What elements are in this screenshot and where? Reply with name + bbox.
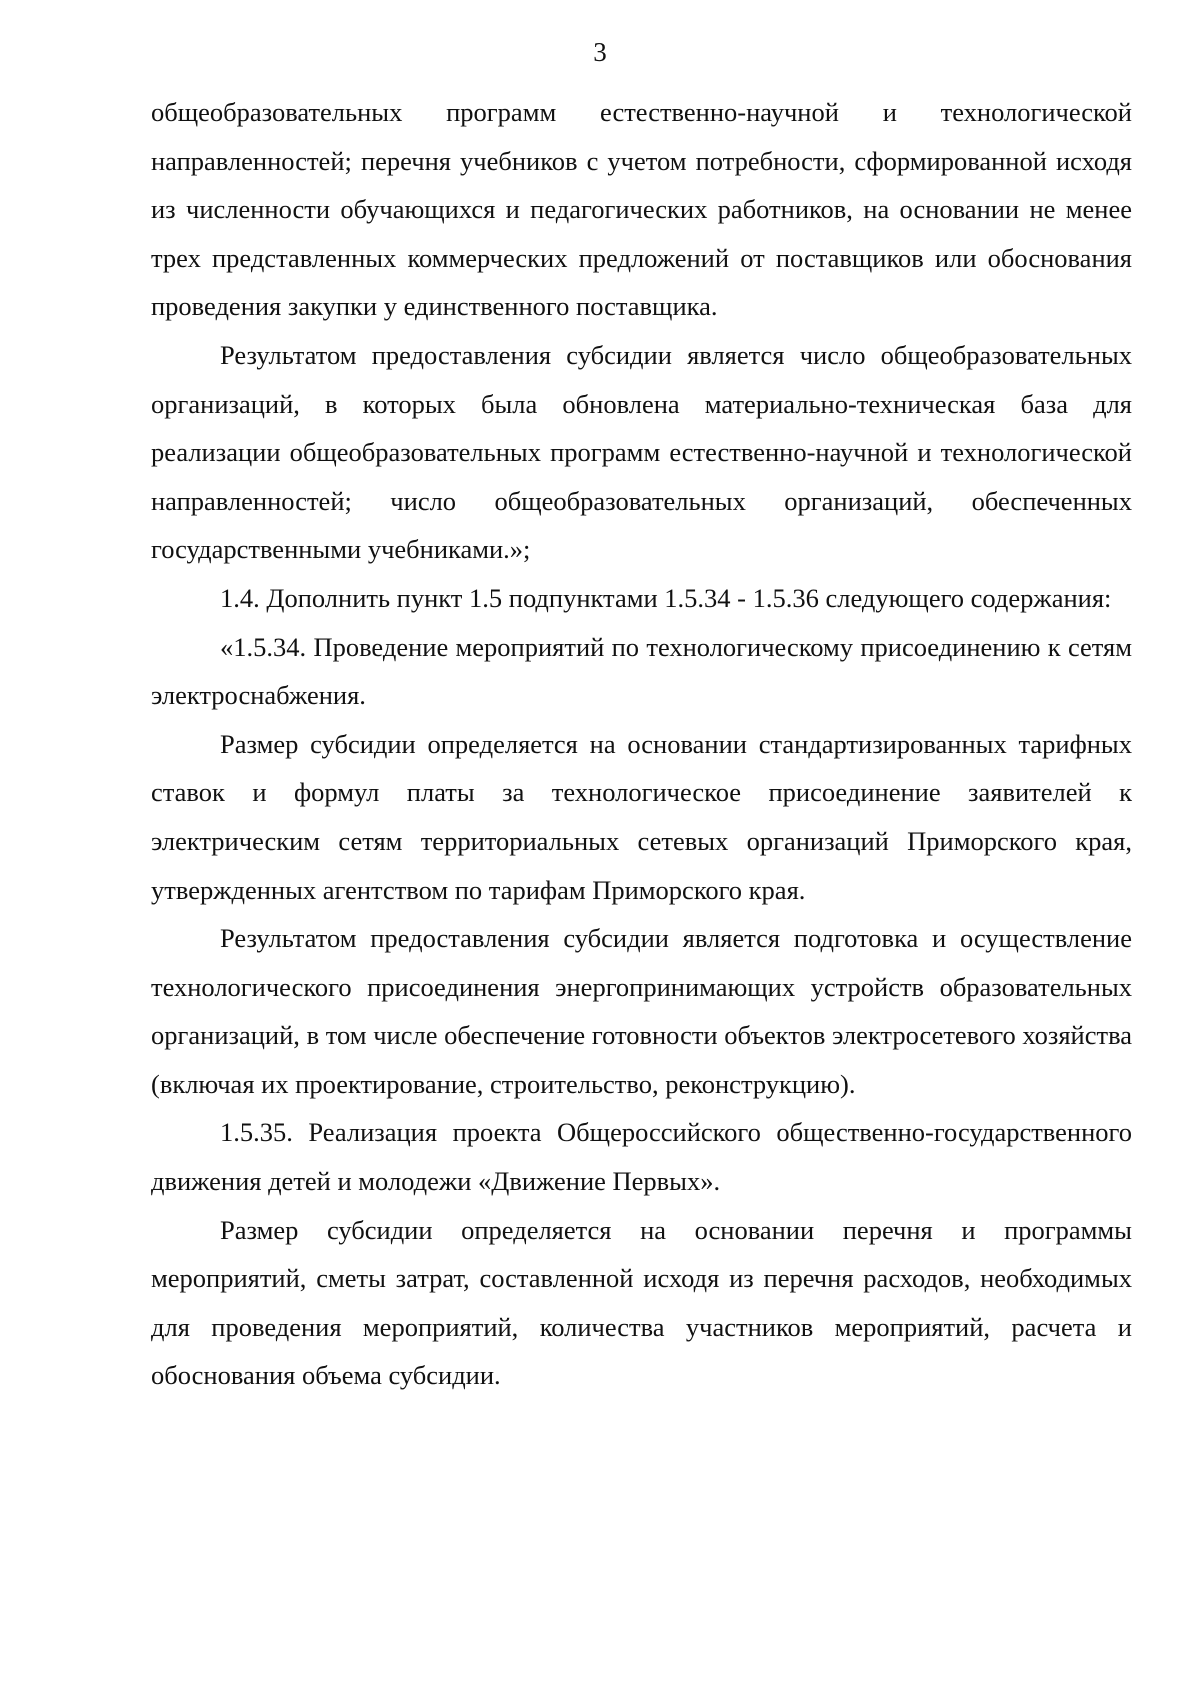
paragraph-subsidy-result: Результатом предоставления субсидии является число общеобразовательных организаций, в которых была обновлена материально-техническая база для реализации общеобразовательных программ естественно-научной и технологической направленностей; число общеобразовательных организаций, обеспеченных государственными учебниками.»;	[151, 339, 1132, 565]
paragraph-subsidy-size-events: Размер субсидии определяется на основании перечня и программы мероприятий, сметы затрат, составленной исходя из перечня расходов, необходимых для проведения мероприятий, количества участников мероприятий, расчета и обоснования объема субсидии.	[151, 1214, 1132, 1391]
paragraph-subsidy-size-tariffs: Размер субсидии определяется на основании стандартизированных тарифных ставок и формул платы за технологическое присоединение заявителей к электрическим сетям территориальных сетевых организаций Приморского края, утвержденных агентством по тарифам Приморского края.	[151, 728, 1132, 905]
paragraph-continuation: общеобразовательных программ естественно-научной и технологической направленностей; перечня учебников с учетом потребности, сформированной исходя из численности обучающихся и педагогических работников, на основании не менее трех представленных коммерческих предложений от поставщиков или обоснования проведения закупки у единственного поставщика.	[151, 97, 1132, 322]
page-number: 3	[593, 37, 607, 67]
paragraph-subitem-1-5-35: 1.5.35. Реализация проекта Общероссийского общественно-государственного движения детей и молодежи «Движение Первых».	[151, 1117, 1132, 1197]
paragraph-subitem-1-5-34: «1.5.34. Проведение мероприятий по технологическому присоединению к сетям электроснабжения.	[151, 631, 1132, 711]
document-body	[151, 88, 1132, 1400]
paragraph-amendment-1-4: 1.4. Дополнить пункт 1.5 подпунктами 1.5.34 - 1.5.36 следующего содержания:	[220, 582, 1112, 613]
paragraph-subsidy-result-connection: Результатом предоставления субсидии является подготовка и осуществление технологического присоединения энергопринимающих устройств образовательных организаций, в том числе обеспечение готовности объектов электросетевого хозяйства (включая их проектирование, строительство, реконструкцию).	[151, 923, 1132, 1099]
